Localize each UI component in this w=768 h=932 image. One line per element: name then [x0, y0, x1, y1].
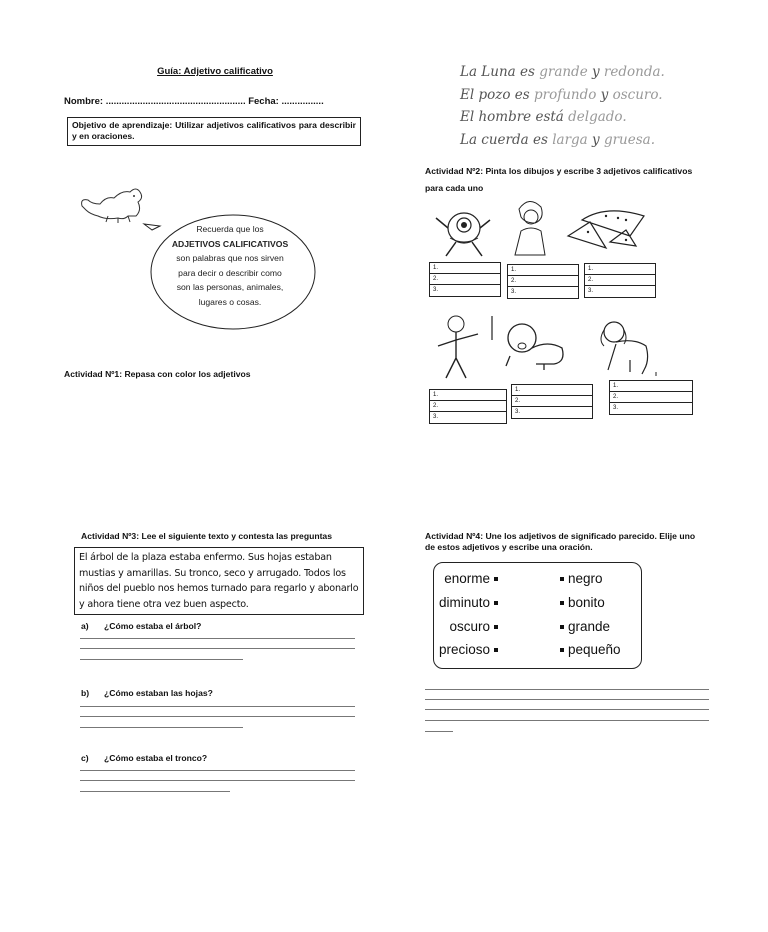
answer-line[interactable]	[80, 770, 355, 771]
match-left-word[interactable]	[422, 595, 502, 610]
period: .	[658, 87, 663, 103]
word: precioso	[438, 642, 490, 657]
bubble-line: son palabras que nos sirven	[176, 253, 284, 263]
answer-line[interactable]	[80, 638, 355, 639]
answer-box[interactable]	[507, 264, 579, 299]
answer-box[interactable]	[511, 384, 593, 419]
word: oscuro	[449, 619, 490, 634]
word: pequeño	[568, 642, 621, 657]
activity-4-heading: Actividad Nº4: Une los adjetivos de significado parecido. Elije uno	[425, 531, 696, 541]
word: enorme	[444, 571, 490, 586]
question-b	[81, 688, 213, 698]
watermelon-illustration	[566, 202, 656, 252]
name-date-line: Nombre: ..................................................... Fecha: ................	[64, 96, 324, 107]
answer-line[interactable]	[80, 706, 355, 707]
bubble-line: para decir o describir como	[178, 267, 282, 278]
adjective: oscuro	[612, 87, 659, 103]
activity-3-heading: Actividad Nº3: Lee el siguiente texto y contesta las preguntas	[81, 531, 332, 541]
answer-line-2[interactable]: 2.	[610, 392, 692, 403]
bullet-icon	[560, 577, 564, 581]
match-right-word[interactable]	[556, 619, 610, 634]
match-right-word[interactable]	[556, 571, 603, 586]
answer-line-1[interactable]: 1.	[430, 390, 506, 401]
adjective: delgado	[568, 109, 623, 125]
cursive-sentence	[460, 87, 665, 109]
bubble-line: lugares o cosas.	[198, 296, 262, 307]
adjective: redonda	[603, 64, 661, 80]
sentence-line[interactable]	[425, 689, 709, 690]
word: bonito	[568, 595, 605, 610]
bullet-icon	[560, 625, 564, 629]
bubble-line-emphasis: ADJETIVOS CALIFICATIVOS	[171, 238, 289, 249]
question-letter: a)	[81, 621, 89, 631]
answer-box[interactable]	[584, 263, 656, 298]
sentence-line[interactable]	[425, 709, 709, 710]
answer-line-2[interactable]: 2.	[430, 401, 506, 412]
bullet-icon	[494, 577, 498, 581]
sentence-text: El pozo es	[460, 87, 534, 103]
activity-2-heading-cont: para cada uno	[425, 183, 484, 193]
sentence-text: La Luna es	[460, 64, 540, 80]
sentence-line[interactable]	[425, 699, 709, 700]
question-letter: c)	[81, 753, 89, 763]
word: grande	[568, 619, 611, 634]
answer-line-1[interactable]: 1.	[512, 385, 592, 396]
bullet-icon	[560, 648, 564, 652]
answer-line-2[interactable]: 2.	[512, 396, 592, 407]
match-left-word[interactable]	[422, 571, 502, 586]
question-a	[81, 621, 201, 631]
monster-illustration	[432, 204, 494, 260]
baby-illustration	[500, 316, 570, 372]
bubble-line: son las personas, animales,	[176, 282, 284, 292]
answer-line-3[interactable]: 3.	[515, 409, 521, 415]
activity-2-heading: Actividad Nº2: Pinta los dibujos y escribe 3 adjetivos calificativos	[425, 166, 693, 176]
answer-box[interactable]	[429, 262, 501, 297]
answer-line[interactable]	[80, 659, 243, 660]
answer-line[interactable]	[80, 727, 243, 728]
activity-1-heading: Actividad Nº1: Repasa con color los adjetivos	[64, 369, 251, 379]
reading-text-box: El árbol de la plaza estaba enfermo. Sus hojas estaban mustias y amarillas. Su tronco, seco y arrugado. Todos los niños del pueblo nos hemos turnado para regarlo y abonarlo y ahora tiene otra vez buen aspecto.	[74, 547, 364, 615]
question-c	[81, 753, 207, 763]
answer-line-3[interactable]: 3.	[588, 288, 594, 294]
adjective: profundo	[533, 87, 597, 103]
cursive-sentence	[460, 109, 665, 132]
answer-line-1[interactable]: 1.	[430, 263, 500, 274]
answer-line[interactable]	[80, 780, 355, 781]
period: .	[650, 132, 655, 148]
adjective: larga	[552, 132, 588, 148]
answer-line-3[interactable]: 3.	[433, 287, 439, 293]
period: .	[660, 64, 665, 80]
answer-line-1[interactable]: 1.	[585, 264, 655, 275]
bubble-text	[160, 222, 300, 309]
puppy-illustration	[594, 316, 660, 376]
answer-line[interactable]	[80, 716, 355, 717]
question-text: ¿Cómo estaban las hojas?	[104, 688, 213, 698]
answer-box[interactable]	[609, 380, 693, 415]
worksheet-title: Guía: Adjetivo calificativo	[157, 66, 273, 77]
sentence-text: y	[587, 132, 604, 148]
objective-box: Objetivo de aprendizaje: Utilizar adjetivos calificativos para describir y en oraciones.	[67, 117, 361, 146]
activity-4-heading-cont: de estos adjetivos y escribe una oración.	[425, 542, 593, 552]
word: diminuto	[438, 595, 490, 610]
bubble-line: Recuerda que los	[196, 224, 264, 234]
bullet-icon	[494, 648, 498, 652]
answer-line[interactable]	[80, 648, 355, 649]
answer-line-2[interactable]: 2.	[430, 274, 500, 285]
cursive-sentence	[460, 64, 665, 87]
answer-line-1[interactable]: 1.	[508, 265, 578, 276]
adjective: gruesa	[603, 132, 651, 148]
cursive-sentences	[460, 64, 665, 154]
sentence-line[interactable]	[425, 731, 453, 732]
bullet-icon	[560, 601, 564, 605]
word: negro	[568, 571, 603, 586]
match-right-word[interactable]	[556, 595, 605, 610]
sentence-text: La cuerda es	[460, 132, 553, 148]
sentence-text: y	[596, 87, 613, 103]
answer-line-3[interactable]: 3.	[433, 414, 439, 420]
answer-line-1[interactable]: 1.	[610, 381, 692, 392]
question-text: ¿Cómo estaba el árbol?	[104, 621, 202, 631]
sentence-text: El hombre está	[460, 109, 569, 125]
princess-illustration	[505, 195, 555, 260]
match-left-word[interactable]	[422, 642, 502, 657]
answer-line[interactable]	[80, 791, 230, 792]
answer-line-2[interactable]: 2.	[585, 275, 655, 286]
cursive-sentence	[460, 132, 665, 154]
match-right-word[interactable]	[556, 642, 621, 657]
sentence-line[interactable]	[425, 720, 709, 721]
question-text: ¿Cómo estaba el tronco?	[104, 753, 208, 763]
answer-line-3[interactable]: 3.	[511, 289, 517, 295]
period: .	[622, 109, 627, 125]
bullet-icon	[494, 601, 498, 605]
thin-man-illustration	[432, 312, 498, 382]
answer-line-2[interactable]: 2.	[508, 276, 578, 287]
answer-line-3[interactable]: 3.	[613, 405, 619, 411]
bullet-icon	[494, 625, 498, 629]
question-letter: b)	[81, 688, 90, 698]
match-left-word[interactable]	[422, 619, 502, 634]
adjective: grande	[539, 64, 588, 80]
sentence-text: y	[587, 64, 604, 80]
answer-box[interactable]	[429, 389, 507, 424]
